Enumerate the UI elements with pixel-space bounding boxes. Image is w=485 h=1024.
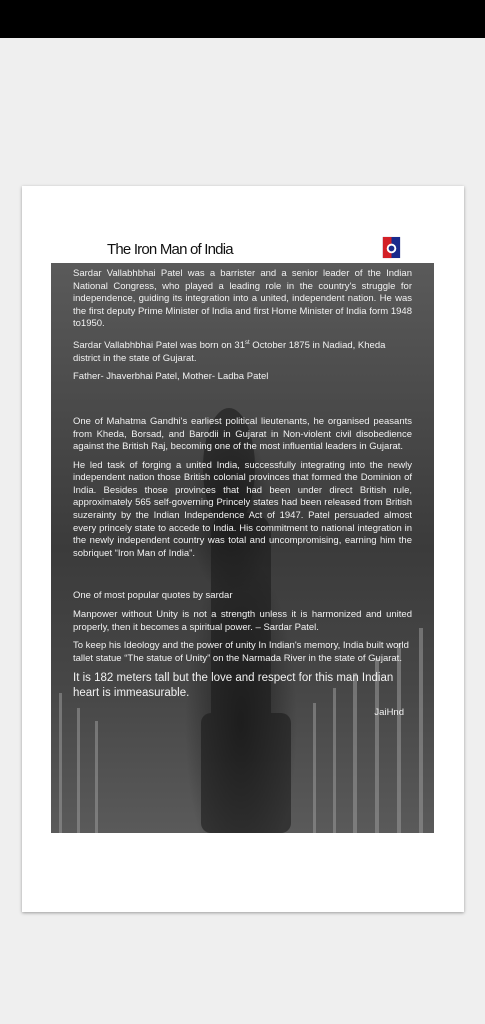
document-title: The Iron Man of India — [107, 241, 233, 258]
birth-superscript: st — [245, 339, 250, 346]
bottom-area — [0, 980, 485, 1024]
signoff: JaiHnd — [374, 707, 404, 719]
birth-text: Sardar Vallabhbhai Patel was born on 31 — [73, 340, 245, 352]
paragraph-integration: He led task of forging a united India, successfully integrating into the newly independent nation those British colonial provinces that formed the Dominion of India. Besides those provinces that had been under direct British rule, approximately 565 self-governing Princely states had been released from British suzerainty by the Indian Independence Act of 1947. Patel persuaded almost every princely state to accede to India. His commitment to national integration in the newly independent country was total and uncompromising, earning him the sobriquet “Iron Man of India”. — [73, 459, 412, 559]
article-content-block — [51, 263, 434, 833]
document-page — [22, 186, 464, 912]
paragraph-parents: Father- Jhaverbhai Patel, Mother- Ladba Patel — [73, 371, 269, 383]
quote-text: Manpower without Unity is not a strength unless it is harmonized and united properly, then it becomes a spiritual power. – Sardar Patel. — [73, 609, 412, 633]
birth-text-rest: October 1875 in Nadiad, Kheda district in the state of Gujarat. — [73, 340, 386, 364]
article-text — [51, 263, 434, 833]
emblem-logo — [380, 236, 403, 259]
paragraph-intro: Sardar Vallabhbhai Patel was a barrister and a senior leader of the Indian National Congress, who played a leading role in the country's struggle for independence, guiding its integration into a united, independent nation. He was the first deputy Prime Minister of India and first Home Minister of India form 1948 to1950. — [73, 268, 412, 330]
paragraph-closing: It is 182 meters tall but the love and respect for this man Indian heart is immeasurable. — [73, 672, 394, 700]
paragraph-birth — [73, 337, 412, 365]
paragraph-gandhi: One of Mahatma Gandhi's earliest political lieutenants, he organised peasants from Kheda, Borsad, and Barodii in Gujarat in Non-violent civil disobedience against the British Raj, becoming one of the most influential leaders in Gujarat. — [73, 415, 412, 453]
status-bar — [0, 0, 485, 38]
quote-heading: One of most popular quotes by sardar — [73, 590, 233, 602]
paragraph-statue: To keep his Ideology and the power of unity In Indian's memory, India built world tallet statue “The statue of Unity” on the Narmada River in the state of Gujarat. — [73, 640, 409, 664]
